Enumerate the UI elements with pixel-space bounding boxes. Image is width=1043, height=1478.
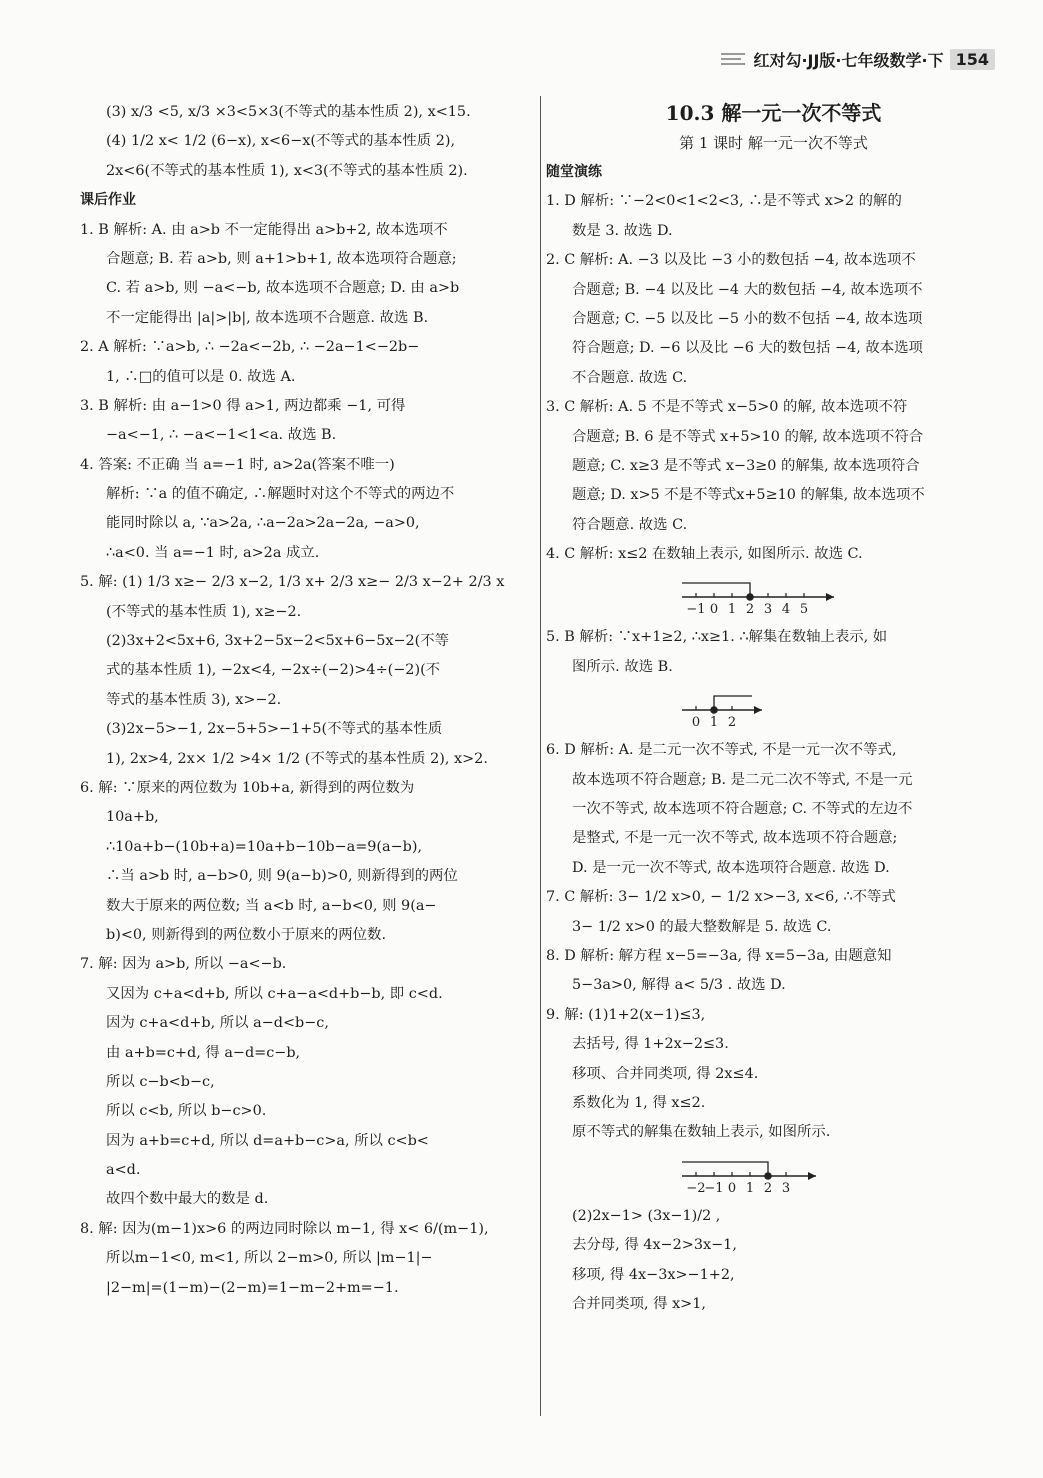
text-line: 去分母, 得 4x−2>3x−1,: [572, 1237, 737, 1254]
text-line: 所以 c<b, 所以 b−c>0.: [106, 1103, 267, 1120]
text-line: 1. D 解析: ∵−2<0<1<2<3, ∴是不等式 x>2 的解的: [546, 193, 902, 210]
text-line: 3. C 解析: A. 5 不是不等式 x−5>0 的解, 故本选项不符: [546, 399, 908, 416]
tick-label: 3: [781, 1180, 790, 1196]
text-line: 一次不等式, 故本选项不符合题意; C. 不等式的左边不: [572, 801, 913, 818]
text-line: 8. 解: 因为(m−1)x>6 的两边同时除以 m−1, 得 x< 6/(m−1),: [80, 1220, 489, 1237]
text-line: 4. C 解析: x≤2 在数轴上表示, 如图所示. 故选 C.: [546, 546, 863, 563]
text-line: 2. A 解析: ∵a>b, ∴ −2a<−2b, ∴ −2a−1<−2b−: [80, 339, 420, 356]
text-line: 系数化为 1, 得 x≤2.: [572, 1094, 706, 1111]
text-line: (4) 1/2 x< 1/2 (6−x), x<6−x(不等式的基本性质 2),: [106, 133, 456, 150]
axis-arrow: [754, 706, 762, 714]
number-line-2: [546, 688, 1001, 732]
header-title: 红对勾·JJ版·七年级数学·下: [753, 50, 944, 70]
text-line: 故本选项不符合题意; B. 是二元二次不等式, 不是一元: [572, 771, 913, 788]
text-line: 所以 c−b<b−c,: [106, 1073, 215, 1090]
text-line: 8. D 解析: 解方程 x−5=−3a, 得 x=5−3a, 由题意知: [546, 947, 892, 964]
text-line: D. 是一元一次不等式, 故本选项符合题意. 故选 D.: [572, 859, 890, 876]
text-line: 5−3a>0, 解得 a< 5/3 . 故选 D.: [572, 977, 786, 994]
text-line: 题意; C. x≥3 是不等式 x−3≥0 的解集, 故本选项符合: [572, 457, 920, 474]
text-line: 6. D 解析: A. 是二元一次不等式, 不是一元一次不等式,: [546, 742, 897, 759]
tick-label: 0: [709, 602, 718, 618]
text-line: 2x<6(不等式的基本性质 1), x<3(不等式的基本性质 2).: [106, 162, 468, 179]
section-label: 随堂演练: [546, 164, 602, 180]
text-line: 能同时除以 a, ∵a>2a, ∴a−2a>2a−2a, −a>0,: [106, 515, 420, 532]
text-line: 等式的基本性质 3), x>−2.: [106, 691, 282, 708]
boundary-point: [746, 594, 752, 600]
text-line: ∴a<0. 当 a=−1 时, a>2a 成立.: [106, 544, 320, 561]
axis-arrow: [826, 593, 834, 601]
section-title: 10.3 解一元一次不等式: [665, 101, 882, 125]
tick-label: 4: [781, 602, 790, 618]
axis-arrow: [808, 1172, 816, 1180]
text-line: 1), 2x>4, 2x× 1/2 >4× 1/2 (不等式的基本性质 2), x>2.: [106, 750, 488, 767]
text-line: 合题意; B. 若 a>b, 则 a+1>b+1, 故本选项符合题意;: [106, 250, 457, 267]
text-line: 移项, 得 4x−3x>−1+2,: [572, 1266, 735, 1283]
text-line: |2−m|=(1−m)−(2−m)=1−m−2+m=−1.: [106, 1279, 399, 1296]
text-line: 故四个数中最大的数是 d.: [106, 1191, 269, 1208]
solution-bracket: [682, 1162, 768, 1176]
boundary-point: [764, 1173, 770, 1179]
text-line: −a<−1, ∴ −a<−1<1<a. 故选 B.: [106, 427, 337, 444]
lesson-subtitle: 第 1 课时 解一元一次不等式: [679, 134, 868, 152]
text-line: ∴当 a>b 时, a−b>0, 则 9(a−b)>0, 则新得到的两位: [106, 868, 458, 885]
text-line: (3) x/3 <5, x/3 ×3<5×3(不等式的基本性质 2), x<15.: [106, 104, 471, 120]
text-line: 所以m−1<0, m<1, 所以 2−m>0, 所以 |m−1|−: [106, 1250, 433, 1267]
text-line: a<d.: [106, 1162, 141, 1179]
text-line: (不等式的基本性质 1), x≥−2.: [106, 603, 302, 620]
text-line: 式的基本性质 1), −2x<4, −2x÷(−2)>4÷(−2)(不: [106, 662, 441, 679]
header-decoration: [721, 53, 745, 65]
text-line: 图所示. 故选 B.: [572, 658, 673, 675]
text-line: (3)2x−5>−1, 2x−5+5>−1+5(不等式的基本性质: [106, 721, 443, 738]
number-line-1: [546, 575, 1001, 619]
left-column: [80, 98, 535, 1303]
text-line: 原不等式的解集在数轴上表示, 如图所示.: [572, 1124, 831, 1141]
number-line-3: [546, 1154, 1001, 1198]
text-line: 6. 解: ∵原来的两位数为 10b+a, 新得到的两位数为: [80, 779, 415, 796]
section-label: 课后作业: [80, 192, 136, 209]
text-line: 9. 解: (1)1+2(x−1)≤3,: [546, 1006, 706, 1023]
tick-label: 5: [799, 602, 808, 618]
text-line: 符合题意; D. −6 以及比 −6 大的数包括 −4, 故本选项: [572, 340, 923, 357]
tick-label: 2: [763, 1180, 772, 1196]
text-line: 5. 解: (1) 1/3 x≥− 2/3 x−2, 1/3 x+ 2/3 x≥− 2/3 x−2+ 2/3 x: [80, 574, 505, 591]
text-line: 数是 3. 故选 D.: [572, 222, 673, 239]
text-line: 1. B 解析: A. 由 a>b 不一定能得出 a>b+2, 故本选项不: [80, 221, 448, 238]
tick-label: 1: [745, 1180, 754, 1196]
text-line: b)<0, 则新得到的两位数小于原来的两位数.: [106, 926, 387, 943]
tick-label: 1: [727, 602, 736, 618]
text-line: 2. C 解析: A. −3 以及比 −3 小的数包括 −4, 故本选项不: [546, 252, 916, 269]
text-line: C. 若 a>b, 则 −a<−b, 故本选项不合题意; D. 由 a>b: [106, 280, 460, 297]
text-line: 不一定能得出 |a|>|b|, 故本选项不合题意. 故选 B.: [106, 309, 429, 326]
text-line: (2)2x−1> (3x−1)/2 ,: [572, 1207, 721, 1224]
page-header: [721, 44, 995, 74]
tick-label: 2: [745, 602, 754, 618]
page-number: 154: [950, 49, 995, 70]
text-line: 移项、合并同类项, 得 2x≤4.: [572, 1065, 759, 1082]
text-line: 合并同类项, 得 x>1,: [572, 1295, 706, 1312]
tick-label: −1: [685, 602, 706, 618]
text-line: 符合题意. 故选 C.: [572, 516, 688, 533]
text-line: 又因为 c+a<d+b, 所以 c+a−a<d+b−b, 即 c<d.: [106, 985, 443, 1002]
text-line: 由 a+b=c+d, 得 a−d=c−b,: [106, 1044, 301, 1061]
text-line: 合题意; B. 6 是不等式 x+5>10 的解, 故本选项不符合: [572, 428, 924, 445]
tick-label: 0: [727, 1180, 736, 1196]
text-line: 5. B 解析: ∵x+1≥2, ∴x≥1. ∴解集在数轴上表示, 如: [546, 629, 888, 646]
text-line: ∴10a+b−(10b+a)=10a+b−10b−a=9(a−b),: [106, 838, 423, 855]
text-line: (2)3x+2<5x+6, 3x+2−5x−2<5x+6−5x−2(不等: [106, 633, 450, 650]
answers-block-3: [546, 736, 1001, 1147]
text-line: 题意; D. x>5 不是不等式x+5≥10 的解集, 故本选项不: [572, 487, 925, 504]
text-line: 3− 1/2 x>0 的最大整数解是 5. 故选 C.: [572, 918, 832, 935]
solution-bracket: [682, 583, 750, 597]
column-divider: [540, 96, 541, 1416]
text-line: 1, ∴□的值可以是 0. 故选 A.: [106, 368, 296, 385]
text-line: 合题意; B. −4 以及比 −4 大的数包括 −4, 故本选项不: [572, 281, 923, 298]
text-line: 不合题意. 故选 C.: [572, 369, 688, 386]
text-line: 7. C 解析: 3− 1/2 x>0, − 1/2 x>−3, x<6, ∴不等式: [546, 889, 896, 906]
tick-label: 3: [763, 602, 772, 618]
text-line: 合题意; C. −5 以及比 −5 小的数不包括 −4, 故本选项: [572, 310, 923, 327]
text-line: 10a+b,: [106, 809, 159, 826]
text-line: 因为 a+b=c+d, 所以 d=a+b−c>a, 所以 c<b<: [106, 1132, 429, 1149]
text-line: 数大于原来的两位数; 当 a<b 时, a−b<0, 则 9(a−: [106, 897, 437, 914]
answers-block-4: [546, 1202, 1001, 1320]
text-line: 7. 解: 因为 a>b, 所以 −a<−b.: [80, 956, 287, 973]
solution-bracket: [714, 696, 752, 710]
right-column: [546, 98, 1001, 1319]
text-line: 是整式, 不是一元一次不等式, 故本选项不符合题意;: [572, 830, 898, 847]
boundary-point: [710, 707, 716, 713]
answers-block-2: [546, 623, 1001, 682]
text-line: 3. B 解析: 由 a−1>0 得 a>1, 两边都乘 −1, 可得: [80, 397, 406, 414]
text-line: 去括号, 得 1+2x−2≤3.: [572, 1036, 729, 1053]
tick-label: −2: [685, 1180, 706, 1196]
text-line: 4. 答案: 不正确 当 a=−1 时, a>2a(答案不唯一): [80, 456, 395, 473]
text-line: 解析: ∵a 的值不确定, ∴解题时对这个不等式的两边不: [106, 486, 455, 503]
answers-block-1: [546, 187, 1001, 569]
tick-label: 1: [709, 715, 718, 731]
tick-label: 2: [727, 715, 736, 731]
text-line: 因为 c+a<d+b, 所以 a−d<b−c,: [106, 1015, 329, 1032]
tick-label: −1: [703, 1180, 724, 1196]
tick-label: 0: [691, 715, 700, 731]
